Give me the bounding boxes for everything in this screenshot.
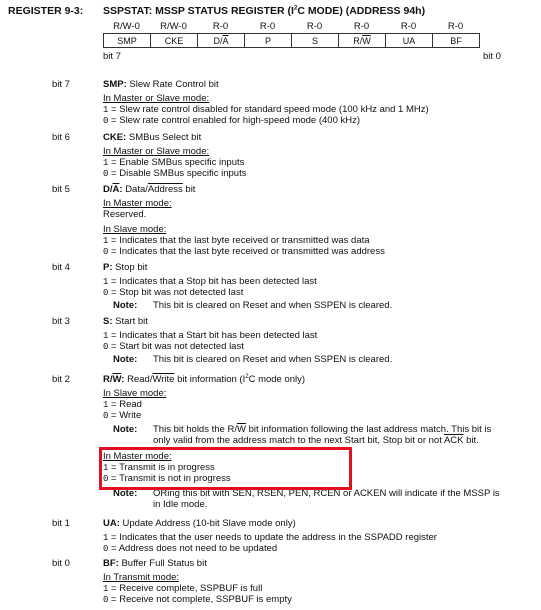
note-part: bit.: [463, 435, 479, 446]
highlight-box: [99, 447, 352, 490]
bit0-val1: [103, 583, 262, 594]
desc-part: C mode only): [248, 374, 306, 386]
desc-part: Address: [147, 184, 183, 195]
reg-cell-ua: UA: [386, 34, 433, 48]
value-text: = Enable SMBus specific inputs: [111, 157, 245, 168]
bit5-master-mode: In Master mode:: [103, 198, 172, 209]
value-text: = Transmit is in progress: [111, 462, 215, 473]
value-0: 0: [103, 342, 109, 352]
bit5-reserved: Reserved.: [103, 209, 147, 220]
register-title: [103, 5, 425, 17]
bit3-title: [103, 316, 148, 327]
bit3-note: This bit is cleared on Reset and when SSPEN is cleared.: [153, 354, 393, 365]
access-row: [103, 21, 479, 32]
name-part: $\overline{W}$: [112, 374, 122, 386]
bit6-val1: [103, 157, 244, 168]
note-part: only valid from the address match to the next Start bit, Stop bit or not: [153, 435, 444, 446]
bit5-label: bit 5: [52, 184, 70, 195]
bit2-note-line1: [153, 424, 491, 435]
bit2-note2-label: Note:: [113, 488, 138, 499]
bit-name: [103, 184, 123, 195]
reg-cell-smp: SMP: [104, 34, 151, 48]
bit0-mode: In Transmit mode:: [103, 572, 180, 583]
bit5-slave-mode: In Slave mode:: [103, 224, 167, 235]
value-text: = Indicates that the last byte received or transmitted was data: [111, 235, 370, 246]
bit0-val0: [103, 594, 292, 605]
bit3-val1: [103, 330, 317, 341]
value-1: 1: [103, 158, 109, 168]
note-part: This bit holds the R/: [153, 424, 237, 435]
bit-name: [103, 374, 124, 385]
bit6-val0: [103, 168, 246, 179]
bit3-label: bit 3: [52, 316, 70, 327]
value-text: = Read: [111, 399, 142, 410]
desc-part: bit: [182, 184, 196, 195]
value-1: 1: [103, 331, 109, 341]
access-cell: R-0: [259, 21, 276, 32]
value-1: 1: [103, 277, 109, 287]
title-sup: 2: [293, 5, 298, 12]
register-label: REGISTER 9-3:: [8, 5, 84, 17]
note-part: bit information following the last address match. This bit is: [245, 424, 492, 435]
value-text: = Disable SMBus specific inputs: [111, 168, 247, 179]
bit7-title: [103, 79, 219, 90]
access-cell: R/W-0: [113, 21, 140, 32]
value-text: = Transmit is not in progress: [111, 473, 231, 484]
value-0: 0: [103, 169, 109, 179]
bit2-val0: [103, 410, 141, 421]
bit-name: SMP:: [103, 79, 127, 90]
bit2-label: bit 2: [52, 374, 70, 385]
note-part: $\overline{W}$: [236, 424, 246, 435]
value-1: 1: [103, 105, 109, 115]
bit5-title: [103, 184, 195, 195]
name-part: R/: [103, 374, 113, 386]
note-part: $\overline{ACK}$: [443, 435, 464, 446]
bit6-label: bit 6: [52, 132, 70, 143]
bit2-val1: [103, 399, 142, 410]
access-cell: R/W-0: [160, 21, 187, 32]
value-0: 0: [103, 247, 109, 257]
value-1: 1: [103, 463, 109, 473]
bit-desc: Buffer Full Status bit: [121, 558, 207, 569]
value-0: 0: [103, 288, 109, 298]
value-text: = Indicates that a Stop bit has been detected last: [111, 276, 317, 287]
bit4-label: bit 4: [52, 262, 70, 273]
value-0: 0: [103, 411, 109, 421]
bit7-val1: [103, 104, 429, 115]
bit4-val1: [103, 276, 317, 287]
value-text: = Indicates that a Start bit has been detected last: [111, 330, 318, 341]
bit2-note2-line2: in Idle mode.: [153, 499, 208, 510]
bit0-label: bit 0: [52, 558, 70, 569]
bit-name: UA:: [103, 518, 120, 529]
access-cell: R-0: [306, 21, 323, 32]
name-part: :: [121, 374, 125, 386]
bit7-val0: [103, 115, 360, 126]
value-text: = Slew rate control enabled for high-speed mode (400 kHz): [111, 115, 361, 126]
reg-cell-bf: BF: [433, 34, 480, 48]
bit1-val1: [103, 532, 437, 543]
value-1: 1: [103, 584, 109, 594]
bit2-note-label: Note:: [113, 424, 138, 435]
reg-cell-rw: $R/\overline{W}$: [339, 34, 386, 48]
value-text: = Stop bit was not detected last: [111, 287, 244, 298]
value-0: 0: [103, 595, 109, 605]
value-1: 1: [103, 400, 109, 410]
value-text: = Address does not need to be updated: [111, 543, 278, 554]
reg-cell-s: S: [292, 34, 339, 48]
reg-cell-da: $D/\overline{A}$: [198, 34, 245, 48]
bit-desc: Start bit: [115, 316, 148, 327]
bit6-title: [103, 132, 201, 143]
value-text: = Receive not complete, SSPBUF is empty: [111, 594, 292, 605]
bit2-title: [103, 374, 305, 385]
bit1-val0: [103, 543, 277, 554]
access-cell: R-0: [353, 21, 370, 32]
name-part: $\overline{A}$: [112, 184, 120, 195]
bit-desc: Update Address (10-bit Slave mode only): [122, 518, 296, 529]
desc-part: bit information (I: [174, 374, 246, 386]
value-1: 1: [103, 236, 109, 246]
bit-desc: SMBus Select bit: [128, 132, 202, 143]
reg-cell-cke: CKE: [151, 34, 198, 48]
value-text: = Indicates that the last byte received or transmitted was address: [111, 246, 385, 257]
bit1-label: bit 1: [52, 518, 70, 529]
desc-sup: 2: [245, 374, 249, 380]
name-part: D/: [103, 184, 113, 195]
bit0-marker: bit 0: [483, 51, 501, 62]
access-cell: R-0: [400, 21, 417, 32]
bit2-master-mode: In Master mode:: [103, 451, 172, 462]
title-text: SSPSTAT: MSSP STATUS REGISTER (I: [103, 5, 294, 17]
access-cell: R-0: [212, 21, 229, 32]
bit2-note2-line1: ORing this bit with SEN, RSEN, PEN, RCEN or ACKEN will indicate if the MSSP is: [153, 488, 500, 499]
bit6-mode: In Master or Slave mode:: [103, 146, 210, 157]
bit4-note: This bit is cleared on Reset and when SSPEN is cleared.: [153, 300, 393, 311]
bit7-label: bit 7: [52, 79, 70, 90]
value-text: = Start bit was not detected last: [111, 341, 244, 352]
bit-name: BF:: [103, 558, 119, 569]
value-1: 1: [103, 533, 109, 543]
value-0: 0: [103, 116, 109, 126]
bit5-val1: [103, 235, 370, 246]
register-table: [103, 33, 480, 48]
bit-name: P:: [103, 262, 113, 273]
bit2-note-line2: [153, 435, 479, 446]
value-text: = Receive complete, SSPBUF is full: [111, 583, 263, 594]
bit3-note-label: Note:: [113, 354, 138, 365]
value-text: = Slew rate control disabled for standard speed mode (100 kHz and 1 MHz): [111, 104, 429, 115]
access-cell: R-0: [447, 21, 464, 32]
bit-desc: Slew Rate Control bit: [129, 79, 219, 90]
desc-part: Data/: [125, 184, 148, 195]
bit1-title: [103, 518, 296, 529]
value-0: 0: [103, 474, 109, 484]
bit-name: S:: [103, 316, 113, 327]
reg-cell-p: P: [245, 34, 292, 48]
desc-part: Read/: [127, 374, 153, 386]
bit7-marker: bit 7: [103, 51, 121, 62]
bit4-note-label: Note:: [113, 300, 138, 311]
value-0: 0: [103, 544, 109, 554]
name-part: :: [119, 184, 123, 195]
bit-desc: Stop bit: [115, 262, 148, 273]
value-text: = Indicates that the user needs to update the address in the SSPADD register: [111, 532, 437, 543]
value-text: = Write: [111, 410, 142, 421]
desc-part: Write: [152, 374, 175, 386]
bit-name: CKE:: [103, 132, 127, 143]
bit2-slave-mode: In Slave mode:: [103, 388, 167, 399]
bit4-val0: [103, 287, 243, 298]
bit7-mode: In Master or Slave mode:: [103, 93, 210, 104]
bit5-val0: [103, 246, 385, 257]
bit3-val0: [103, 341, 244, 352]
bit4-title: [103, 262, 147, 273]
title-text-end: C MODE) (ADDRESS 94h): [297, 5, 426, 17]
bit0-title: [103, 558, 207, 569]
